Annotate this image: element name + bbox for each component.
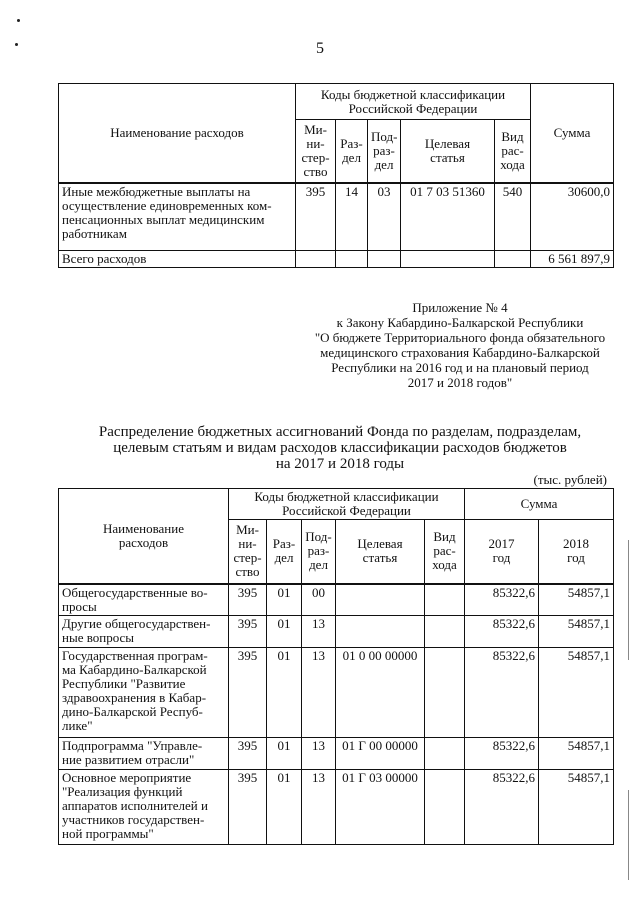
- scan-speck: [17, 19, 20, 22]
- row-section: 01: [267, 648, 302, 738]
- row-name: Подпрограмма "Управле- ние развитием отрасли": [59, 738, 229, 770]
- col-header-year-2018: 2018 год: [539, 520, 614, 584]
- row-section: 01: [267, 770, 302, 845]
- row-expense-type: 540: [495, 183, 531, 251]
- row-target: 01 Г 00 00000: [336, 738, 425, 770]
- row-ministry: 395: [229, 616, 267, 648]
- col-header-codes: Коды бюджетной классификации Российской Федерации: [296, 84, 531, 120]
- table-row: [59, 770, 614, 845]
- row-subsection: 13: [302, 648, 336, 738]
- row-name: Иные межбюджетные выплаты на осуществление единовременных ком- пенсационных выплат медицинским работникам: [59, 183, 296, 251]
- row-expense-type: [425, 584, 465, 616]
- col-header-name: Наименование расходов: [59, 489, 229, 584]
- row-sum-2017: 85322,6: [465, 738, 539, 770]
- row-section: 01: [267, 738, 302, 770]
- col-header-section: Раз- дел: [336, 120, 368, 183]
- row-subsection: 00: [302, 584, 336, 616]
- row-sum-2017: 85322,6: [465, 648, 539, 738]
- row-target: [336, 584, 425, 616]
- col-header-name: Наименование расходов: [59, 84, 296, 183]
- row-sum-2018: 54857,1: [539, 648, 614, 738]
- col-header-ministry: Ми- ни- стер- ство: [229, 520, 267, 584]
- col-header-subsection: Под- раз- дел: [368, 120, 401, 183]
- distribution-title: Распределение бюджетных ассигнований Фонда по разделам, подразделам, целевым статьям и видам расходов классификации расходов бюджетов на 2017 и 2018 годы: [98, 424, 582, 472]
- row-ministry: 395: [296, 183, 336, 251]
- row-name: Общегосударственные во- просы: [59, 584, 229, 616]
- col-header-target: Целевая статья: [336, 520, 425, 584]
- budget-table-2: [58, 488, 614, 845]
- row-section: 01: [267, 616, 302, 648]
- row-section: 01: [267, 584, 302, 616]
- row-section: 14: [336, 183, 368, 251]
- row-sum-2018: 54857,1: [539, 738, 614, 770]
- row-target: 01 0 00 00000: [336, 648, 425, 738]
- row-target: [336, 616, 425, 648]
- table-row: [59, 648, 614, 738]
- budget-table-1: [58, 83, 614, 268]
- table-row: [59, 183, 614, 251]
- row-expense-type: [425, 648, 465, 738]
- col-header-codes: Коды бюджетной классификации Российской Федерации: [229, 489, 465, 520]
- row-name: Государственная програм- ма Кабардино-Балкарской Республики "Развитие здравоохранения в Кабар- дино-Балкарской Респуб- лике": [59, 648, 229, 738]
- appendix-heading: Приложение № 4 к Закону Кабардино-Балкарской Республики "О бюджете Территориального фонда обязательного медицинского страхования Кабардино-Балкарской Республики на 2016 год и на плановый период 2017 и 2018 годов": [300, 300, 620, 390]
- row-name: Основное мероприятие "Реализация функций аппаратов исполнителей и участников государствен- ной программы": [59, 770, 229, 845]
- row-target: 01 7 03 51360: [401, 183, 495, 251]
- col-header-sum: Сумма: [531, 84, 614, 183]
- scan-edge-line: [628, 540, 629, 660]
- row-sum-2017: 85322,6: [465, 770, 539, 845]
- row-name: Другие общегосударствен- ные вопросы: [59, 616, 229, 648]
- row-ministry: 395: [229, 584, 267, 616]
- row-target: 01 Г 03 00000: [336, 770, 425, 845]
- row-expense-type: [425, 770, 465, 845]
- col-header-expense-type: Вид рас- хода: [495, 120, 531, 183]
- row-sum-2017: 85322,6: [465, 584, 539, 616]
- col-header-year-2017: 2017 год: [465, 520, 539, 584]
- row-sum: 30600,0: [531, 183, 614, 251]
- col-header-ministry: Ми- ни- стер- ство: [296, 120, 336, 183]
- row-sum-2017: 85322,6: [465, 616, 539, 648]
- row-sum-2018: 54857,1: [539, 616, 614, 648]
- row-subsection: 03: [368, 183, 401, 251]
- row-subsection: 13: [302, 770, 336, 845]
- table-row: [59, 584, 614, 616]
- scan-edge-line: [628, 790, 629, 880]
- row-subsection: 13: [302, 616, 336, 648]
- total-label: Всего расходов: [59, 251, 296, 268]
- col-header-expense-type: Вид рас- хода: [425, 520, 465, 584]
- row-ministry: 395: [229, 770, 267, 845]
- row-sum-2018: 54857,1: [539, 770, 614, 845]
- col-header-section: Раз- дел: [267, 520, 302, 584]
- row-ministry: 395: [229, 648, 267, 738]
- appendix-number: Приложение № 4: [412, 300, 508, 315]
- row-expense-type: [425, 616, 465, 648]
- col-header-subsection: Под- раз- дел: [302, 520, 336, 584]
- row-sum-2018: 54857,1: [539, 584, 614, 616]
- table-row: [59, 616, 614, 648]
- total-sum: 6 561 897,9: [531, 251, 614, 268]
- page-number: 5: [316, 40, 324, 57]
- total-row: [59, 251, 614, 268]
- row-ministry: 395: [229, 738, 267, 770]
- units-label: (тыс. рублей): [533, 472, 607, 487]
- table-row: [59, 738, 614, 770]
- col-header-sum: Сумма: [465, 489, 614, 520]
- row-subsection: 13: [302, 738, 336, 770]
- row-expense-type: [425, 738, 465, 770]
- col-header-target: Целевая статья: [401, 120, 495, 183]
